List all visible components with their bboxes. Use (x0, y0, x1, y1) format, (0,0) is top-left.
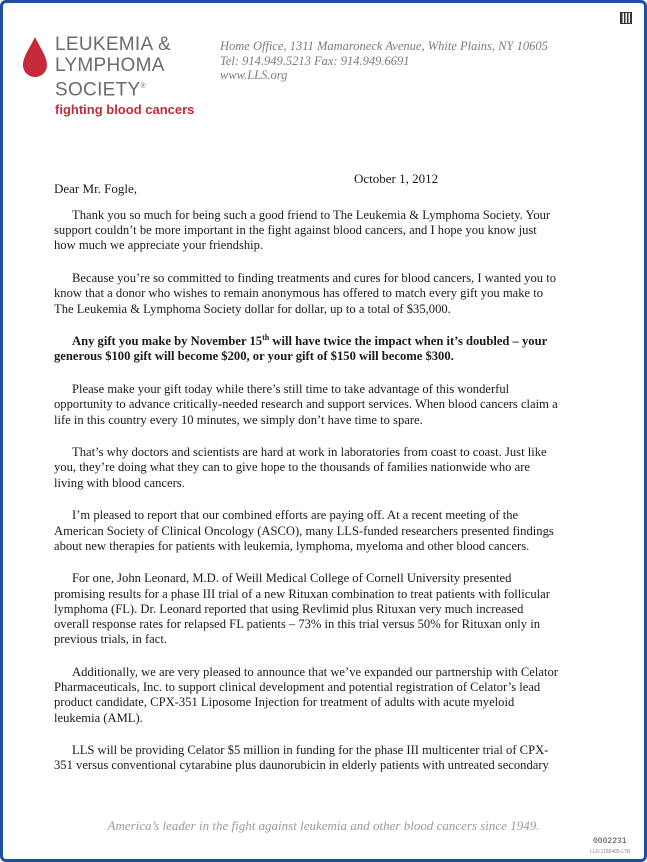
qr-code-icon (620, 12, 632, 24)
paragraph: Because you’re so committed to finding treatments and cures for blood cancers, I wanted you to know that a donor who wishes to remain anonymous has offered to match every gift you make to The Leukemia & Lymphoma Society dollar for dollar, up to a total of $35,000. (54, 271, 557, 316)
paragraph: Please make your gift today while there’s still time to take advantage of this wonderful opportunity to advance critically-needed research and support services. When blood cancers claim a life in this country every 10 minutes, we simply don’t have time to spare. (54, 382, 558, 427)
org-name (55, 34, 171, 100)
letterhead-address (220, 39, 548, 83)
document-code: 0002231 (593, 837, 627, 846)
letter-date: October 1, 2012 (354, 171, 439, 186)
registered-mark: ® (140, 83, 146, 90)
paragraph: I’m pleased to report that our combined efforts are paying off. At a recent meeting of the American Society of Clinical Oncology (ASCO), many LLS-funded researchers presented findings about new therapies for patients with leukemia, lymphoma, myeloma and other blood cancers. (54, 508, 554, 553)
org-tagline: fighting blood cancers (55, 102, 195, 117)
paragraph: Thank you so much for being such a good friend to The Leukemia & Lymphoma Society. Your support couldn’t be more important in the fight against blood cancers, and I hope you know just how much we appreciate your friendship. (54, 208, 551, 253)
blood-drop-icon (22, 36, 48, 78)
paragraph: Additionally, we are very pleased to announce that we’ve expanded our partnership with Celator Pharmaceuticals, Inc. to support clinical development and potential registration of Celator’s lead product candidate, CPX-351 Liposome Injection for treatment of adults with acute myeloid leukemia (AML). (54, 664, 558, 725)
letter-body (54, 208, 560, 791)
website-line: www.LLS.org (220, 68, 288, 82)
address-line: Home Office, 1311 Mamaroneck Avenue, White Plains, NY 10605 (220, 39, 548, 53)
org-name-line3: SOCIETY® (55, 79, 146, 101)
match-offer-paragraph: Any gift you make by November 15th will have twice the impact when it’s doubled – your generous $100 gift will become $200, or your gift of $150 will become $300. (54, 333, 547, 364)
phone-line: Tel: 914.949.5213 Fax: 914.949.6691 (220, 53, 410, 68)
org-name-line1: LEUKEMIA & (55, 34, 171, 55)
paragraph: That’s why doctors and scientists are hard at work in laboratories from coast to coast. Just like you, they’re doing what they can to give hope to the thousands of families nationwide who are living with blood cancers. (54, 445, 547, 490)
org-name-line2: LYMPHOMA (55, 55, 165, 76)
footer-motto: America’s leader in the fight against leukemia and other blood cancers since 1949. (107, 818, 540, 833)
salutation: Dear Mr. Fogle, (54, 181, 138, 196)
paragraph: For one, John Leonard, M.D. of Weill Medical College of Cornell University presented promising results for a phase III trial of a new Rituxan combination to treat patients with follicular lymphoma (FL). Dr. Leonard reported that using Revlimid plus Rituxan very much increased overall response rates for relapsed FL patients – 73% in this trial versus 50% for Rituxan only in previous trials, in fact. (54, 571, 550, 647)
document-code-small: LLS-1158485-LTR (590, 849, 631, 855)
paragraph: LLS will be providing Celator $5 million in funding for the phase III multicenter trial of CPX-351 versus conventional cytarabine plus daunorubicin in elderly patients with untreated secondary (54, 743, 549, 773)
